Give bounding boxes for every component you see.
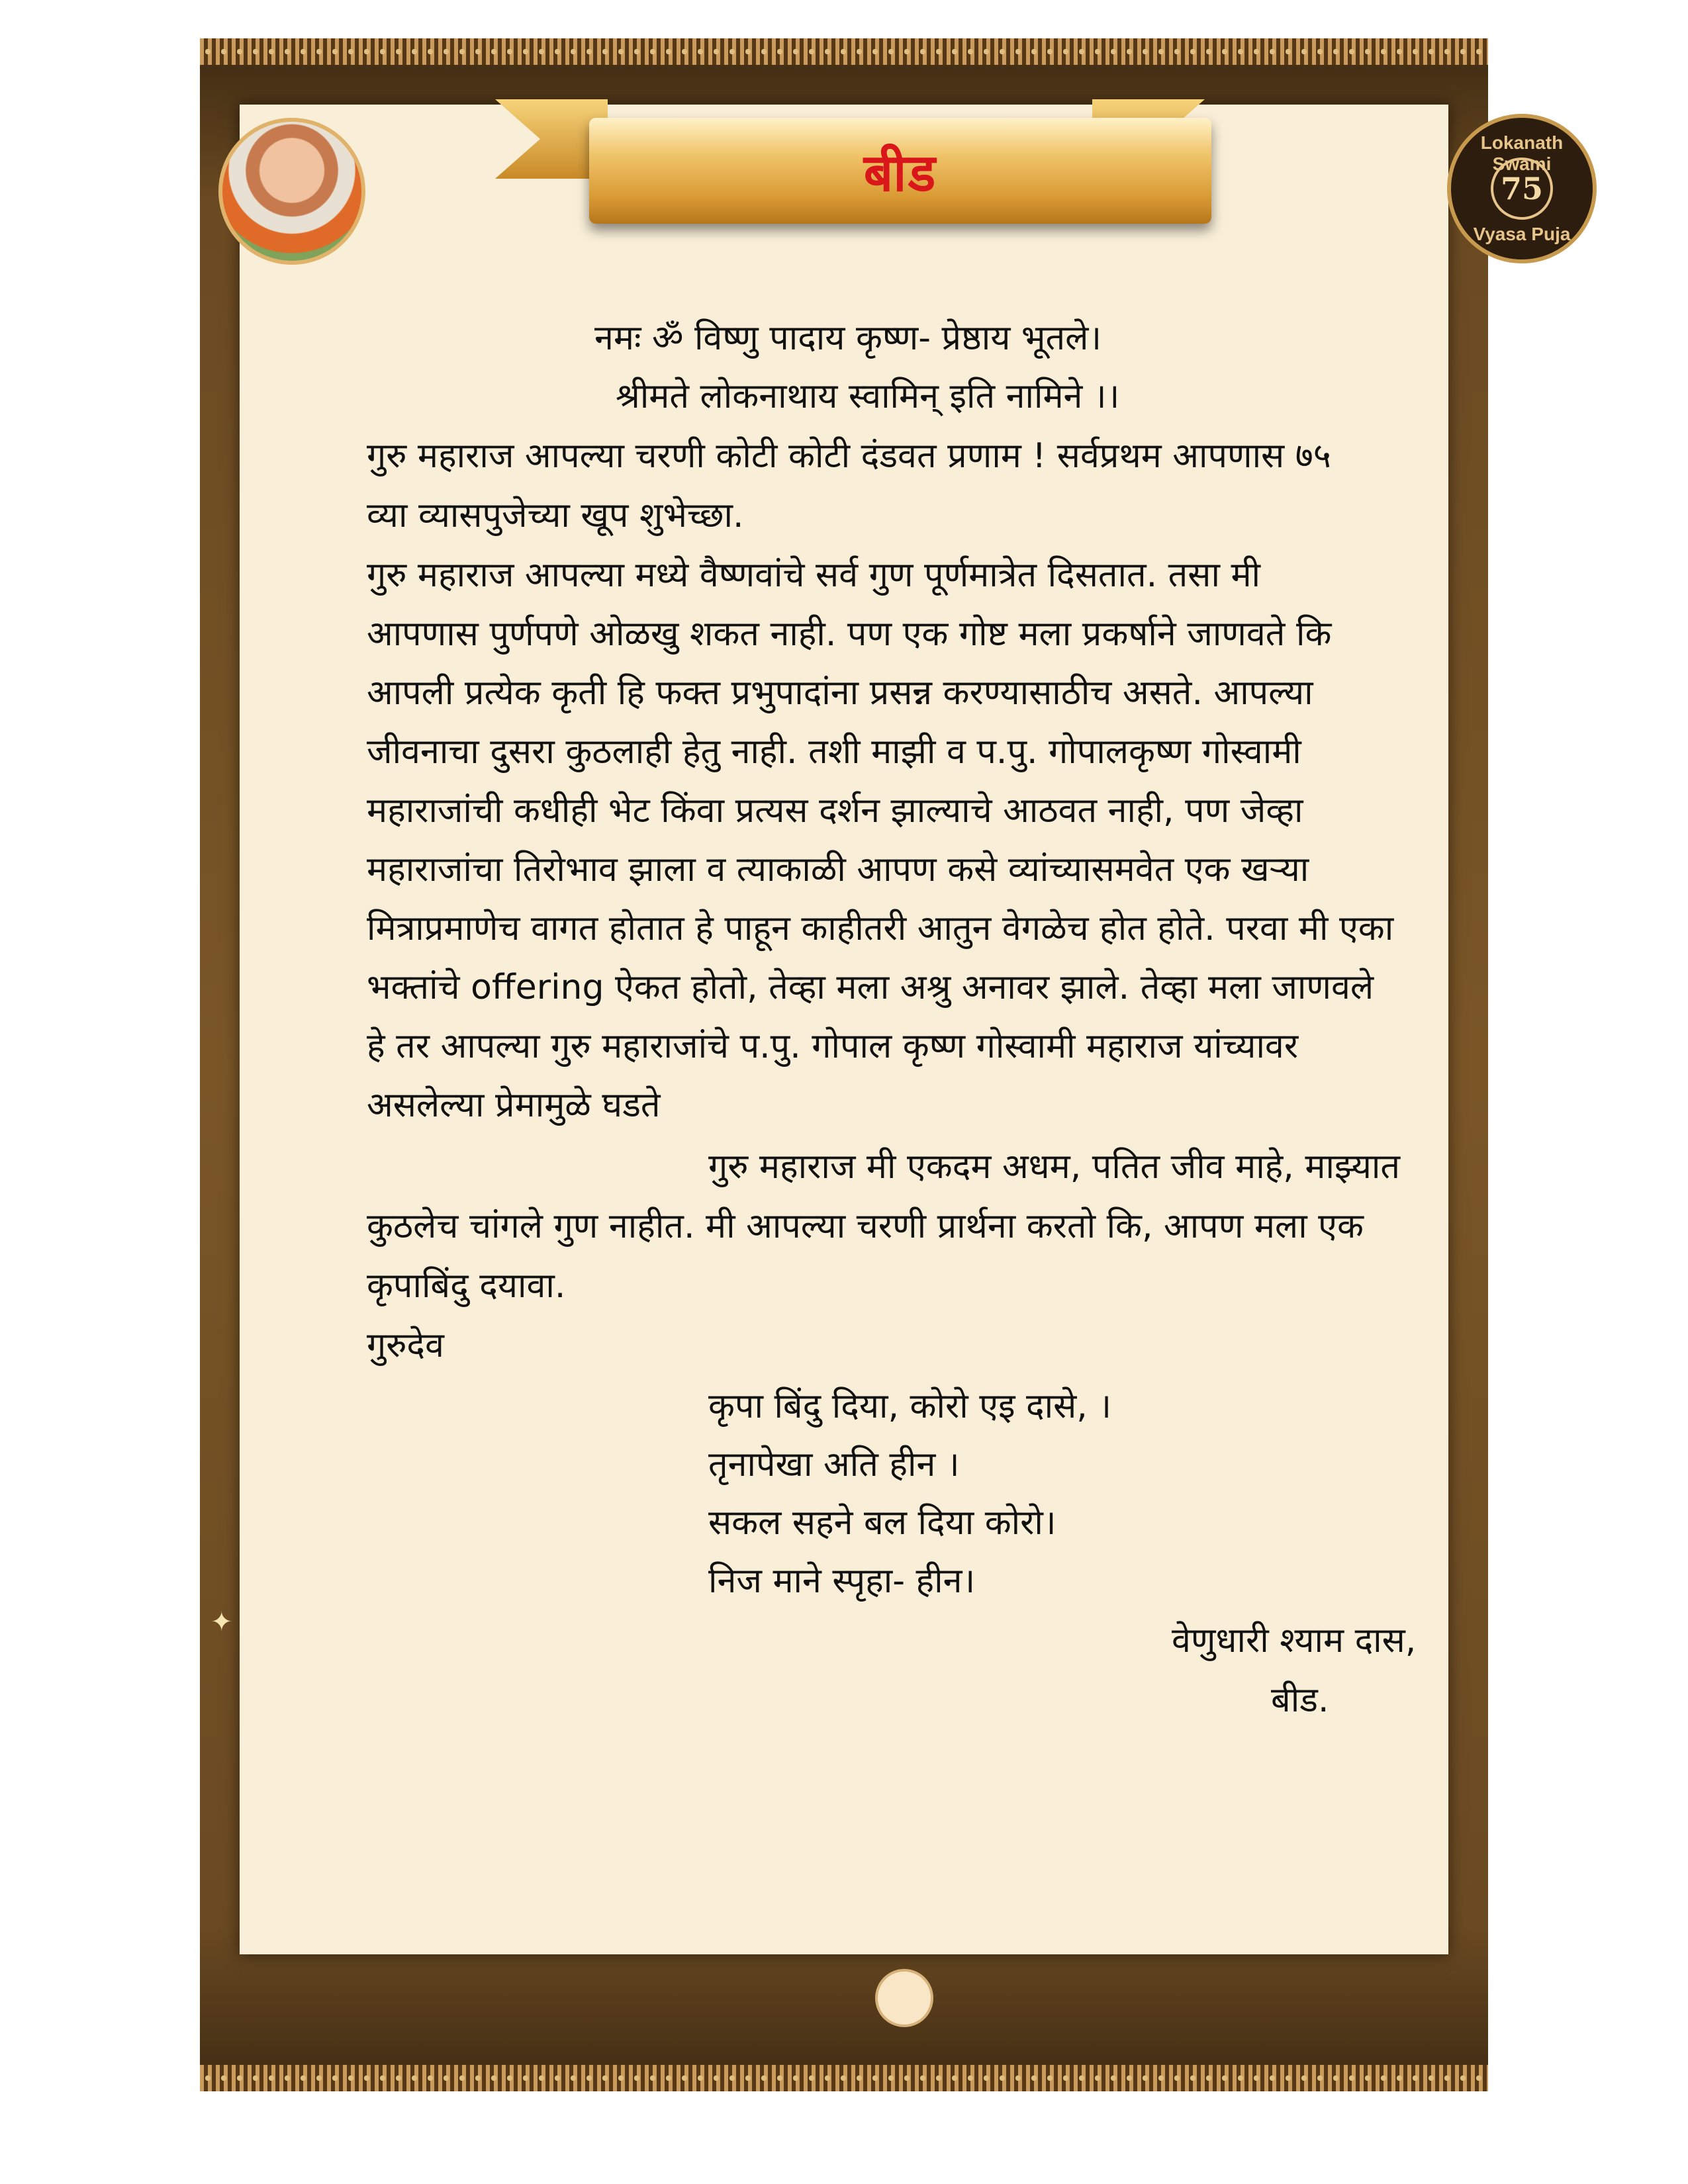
paragraph1-line: गुरु महाराज आपल्या चरणी कोटी कोटी दंडवत प्रणाम ! सर्वप्रथम आपणास ७५ xyxy=(367,436,1331,476)
paragraph1-line: व्या व्यासपुजेच्या खूप शुभेच्छा. xyxy=(367,496,744,535)
paragraph2-line: महाराजांची कधीही भेट किंवा प्रत्यस दर्शन झाल्याचे आठवत नाही, पण जेव्हा xyxy=(367,791,1303,831)
page-title: बीड xyxy=(863,144,937,203)
signature-place: बीड. xyxy=(1271,1680,1329,1720)
verse-line: निज माने स्पृहा- हीन। xyxy=(708,1561,976,1601)
shloka-line-2: श्रीमते लोकनाथाय स्वामिन् इति नामिने ।। xyxy=(616,377,1120,416)
paragraph2-line: मित्राप्रमाणेच वागत होतात हे पाहून काहीतरी आतुन वेगळेच होत होते. परवा मी एका xyxy=(367,909,1394,948)
paragraph2-line: आपली प्रत्येक कृती हि फक्त प्रभुपादांना प्रसन्न करण्यासाठीच असते. आपल्या xyxy=(367,673,1313,713)
paragraph2-line: भक्तांचे offering ऐकत होतो, तेव्हा मला अश्रु अनावर झाले. तेव्हा मला जाणवले xyxy=(367,968,1374,1007)
top-ornamental-border xyxy=(200,38,1488,65)
paragraph2-line: जीवनाचा दुसरा कुठलाही हेतु नाही. तशी माझी व प.पु. गोपालकृष्ण गोस्वामी xyxy=(367,732,1301,772)
title-ribbon xyxy=(589,118,1211,224)
badge-number: 75 xyxy=(1491,158,1553,220)
paragraph3-line: गुरु महाराज मी एकदम अधम, पतित जीव माहे, माझ्यात xyxy=(708,1147,1401,1187)
verse-line: तृनापेखा अति हीन । xyxy=(708,1445,960,1484)
guru-photo-avatar xyxy=(218,118,365,265)
paragraph2-line: हे तर आपल्या गुरु महाराजांचे प.पु. गोपाल कृष्ण गोस्वामी महाराज यांच्यावर xyxy=(367,1026,1299,1066)
badge-top-text: Lokanath Swami xyxy=(1480,132,1564,174)
sparkle-icon: ✦ xyxy=(211,1607,233,1637)
paragraph3-line: कृपाबिंदु दयावा. xyxy=(367,1266,566,1306)
paragraph2-line: महाराजांचा तिरोभाव झाला व त्याकाळी आपण कसे व्यांच्यासमवेत एक खऱ्या xyxy=(367,850,1309,889)
shloka-line-1: नमः ॐ विष्णु पादाय कृष्ण- प्रेष्ठाय भूतले। xyxy=(594,318,1102,358)
bottom-ornamental-border xyxy=(200,2065,1488,2091)
bottom-circle-ornament xyxy=(875,1969,933,2027)
badge-bottom-text: Vyasa Puja xyxy=(1473,224,1571,244)
paragraph2-line: गुरु महाराज आपल्या मध्ये वैष्णवांचे सर्व गुण पूर्णमात्रेत दिसतात. तसा मी xyxy=(367,555,1261,595)
signature-name: वेणुधारी श्याम दास, xyxy=(1172,1621,1417,1661)
vyasa-puja-75-badge xyxy=(1447,114,1597,263)
paragraph2-line: आपणास पुर्णपणे ओळखु शकत नाही. पण एक गोष्ट मला प्रकर्षाने जाणवते कि xyxy=(367,614,1332,654)
verse-line: कृपा बिंदु दिया, कोरो एइ दासे, । xyxy=(708,1387,1112,1426)
verse-line: सकल सहने बल दिया कोरो। xyxy=(708,1503,1056,1543)
salutation: गुरुदेव xyxy=(367,1326,444,1365)
paragraph3-line: कुठलेच चांगले गुण नाहीत. मी आपल्या चरणी प्रार्थना करतो कि, आपण मला एक xyxy=(367,1206,1364,1246)
paragraph2-line: असलेल्या प्रेमामुळे घडते xyxy=(367,1085,661,1125)
